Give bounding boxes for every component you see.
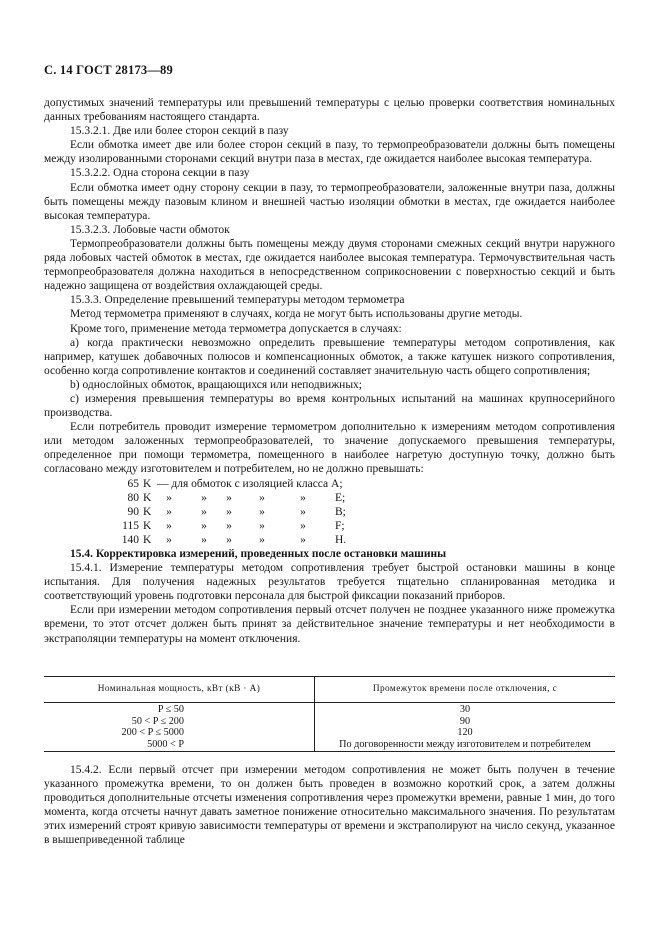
ditto-mark: » (201, 519, 207, 532)
limit-row (115, 477, 615, 491)
time-interval-table (44, 676, 615, 752)
ditto-mark: » (300, 519, 306, 532)
limit-row (115, 533, 615, 547)
ditto-mark: » (300, 505, 306, 518)
paragraph-intro: допустимых значений температуры или превышений температуры с целью проверки соответствия номинальных данных требованиям настоящего стандарта. (44, 97, 615, 124)
heading-15-4: 15.4. Корректировка измерений, проведенных после остановки машины (70, 548, 447, 560)
ditto-mark: » (166, 533, 172, 546)
table-cell-time: 120 (457, 727, 473, 739)
limit-value: 115 (122, 519, 139, 532)
limit-row (115, 519, 615, 533)
ditto-mark: » (259, 491, 265, 504)
body-text-continued (44, 763, 615, 848)
ditto-mark: » (201, 491, 207, 504)
limit-unit: K (143, 477, 152, 490)
paragraph-consumer: Если потребитель проводит измерение термометром дополнительно к измерениям методом сопротивления или методом заложенных термопреобразователей, то значение допускаемого превышения температуры, определенное при помощи термометра, помещенного в наиболее нагретую доступную точку, должно быть согласовано между изготовителем и потребителем, но не должно превышать: (44, 421, 615, 476)
limit-unit: K (143, 533, 152, 546)
table-cell-time: 90 (459, 715, 471, 727)
ditto-mark: » (166, 491, 172, 504)
page-header: С. 14 ГОСТ 28173—89 (44, 63, 173, 77)
insulation-class: Н. (335, 533, 347, 546)
table-header-power: Номинальная мощность, кВт (кВ · А) (97, 684, 261, 694)
list-item-a: а) когда практически невозможно определить превышение температуры методом сопротивления, как например, катушек добавочных полюсов и компенсационных обмоток, а также катушек низкого сопротивления, особенно когда сопротивление контактов и соединений составляет значительную часть общего сопротивления; (44, 336, 615, 377)
table-bottom-rule (44, 751, 615, 752)
table-header-time: Промежуток времени после отключения, с (372, 684, 558, 694)
paragraph-15-3-2-1: Если обмотка имеет две или более сторон секций в пазу, то термопреобразователи должны быть помещены между изолированными сторонами секций внутри паза в местах, где ожидается наиболее высокая температура. (44, 139, 615, 166)
limit-text: — для обмоток с изоляцией класса А; (157, 477, 343, 490)
ditto-mark: » (201, 505, 207, 518)
table-header-rule (44, 702, 615, 703)
limit-value: 90 (127, 505, 139, 518)
heading-15-3-2-1: 15.3.2.1. Две или более сторон секций в пазу (70, 125, 289, 138)
paragraph-15-3-2-3: Термопреобразователи должны быть помещены между двумя сторонами смежных секций внутри наружного ряда лобовых частей обмоток в местах, где ожидается наиболее высокая температура. Термочувствительная часть термопреобразователя должна находиться в непосредственном соприкосновении с поверхностью секций и быть надежно защищена от воздействия охлаждающей среды. (44, 237, 615, 293)
body-text (44, 96, 615, 646)
heading-15-3-2-3: 15.3.2.3. Лобовые части обмоток (70, 223, 230, 236)
ditto-mark: » (201, 533, 207, 546)
table-cell-power: 5000 < P (147, 738, 184, 750)
table-cell-power: 50 < P ≤ 200 (131, 715, 184, 727)
paragraph-15-4-1-b: Если при измерении методом сопротивления первый отсчет получен не позднее указанного ниже промежутка времени, то этот отсчет должен быть принят за действительное значение температуры и нет необходимости в экстраполяции температуры на момент отключения. (44, 604, 615, 645)
table-column-power (44, 704, 184, 750)
limit-row (115, 491, 615, 505)
ditto-mark: » (300, 491, 306, 504)
temperature-limits-list (115, 477, 615, 547)
table-cell-time: По договоренности между изготовителем и потребителем (339, 738, 591, 750)
insulation-class: В; (335, 505, 346, 518)
ditto-mark: » (166, 505, 172, 518)
paragraph-15-3-3-a: Метод термометра применяют в случаях, когда не могут быть использованы другие методы. (70, 308, 523, 321)
ditto-mark: » (226, 533, 232, 546)
ditto-mark: » (226, 505, 232, 518)
insulation-class: F; (335, 519, 345, 532)
ditto-mark: » (226, 491, 232, 504)
list-item-b: b) однослойных обмоток, вращающихся или неподвижных; (70, 378, 362, 391)
table-cell-power: P ≤ 50 (157, 704, 184, 715)
limit-unit: K (143, 505, 152, 518)
paragraph-15-4-1: 15.4.1. Измерение температуры методом сопротивления требует быстрой остановки машины в конце испытания. Для получения надежных результатов требуется тщательно спланированная методика и соответствующий уровень подготовки персонала для быстрой фиксации показаний приборов. (44, 562, 615, 603)
heading-15-3-3: 15.3.3. Определение превышений температуры методом термометра (70, 294, 405, 307)
table-cell-power: 200 < P ≤ 5000 (121, 727, 184, 739)
limit-value: 140 (121, 533, 139, 546)
limit-unit: K (143, 491, 152, 504)
ditto-mark: » (226, 519, 232, 532)
limit-value: 80 (127, 491, 139, 504)
table-top-rule (44, 676, 615, 677)
table-column-time (315, 704, 615, 750)
limit-value: 65 (127, 477, 139, 490)
ditto-mark: » (300, 533, 306, 546)
ditto-mark: » (166, 519, 172, 532)
ditto-mark: » (259, 533, 265, 546)
limit-row (115, 505, 615, 519)
insulation-class: Е; (335, 491, 346, 504)
limit-unit: K (143, 519, 152, 532)
ditto-mark: » (259, 519, 265, 532)
list-item-c: с) измерения превышения температуры во время контрольных испытаний на машинах крупносерийного производства. (44, 392, 615, 420)
paragraph-15-3-3-b: Кроме того, применение метода термометра допускается в случаях: (70, 322, 402, 335)
paragraph-15-4-2: 15.4.2. Если первый отсчет при измерении методом сопротивления не может быть получен в течение указанного промежутка времени, то он должен быть проведен в возможно короткий срок, а затем должны проводиться дополнительные отсчеты изменения сопротивления через промежутки времени, равные 1 мин, до того момента, когда отсчеты начнут давать заметное понижение относительно максимального значения. По результатам этих измерений строят кривую зависимости температуры от времени и экстраполируют на число секунд, указанное в вышеприведенной таблице (44, 764, 615, 847)
heading-15-3-2-2: 15.3.2.2. Одна сторона секции в пазу (70, 167, 250, 180)
ditto-mark: » (259, 505, 265, 518)
table-cell-time: 30 (459, 704, 471, 715)
paragraph-15-3-2-2: Если обмотка имеет одну сторону секции в пазу, то термопреобразователи, заложенные внутри паза, должны быть помещены между пазовым клином и внешней частью изоляции обмотки в местах, где ожидается наиболее высокая температура. (44, 181, 615, 222)
